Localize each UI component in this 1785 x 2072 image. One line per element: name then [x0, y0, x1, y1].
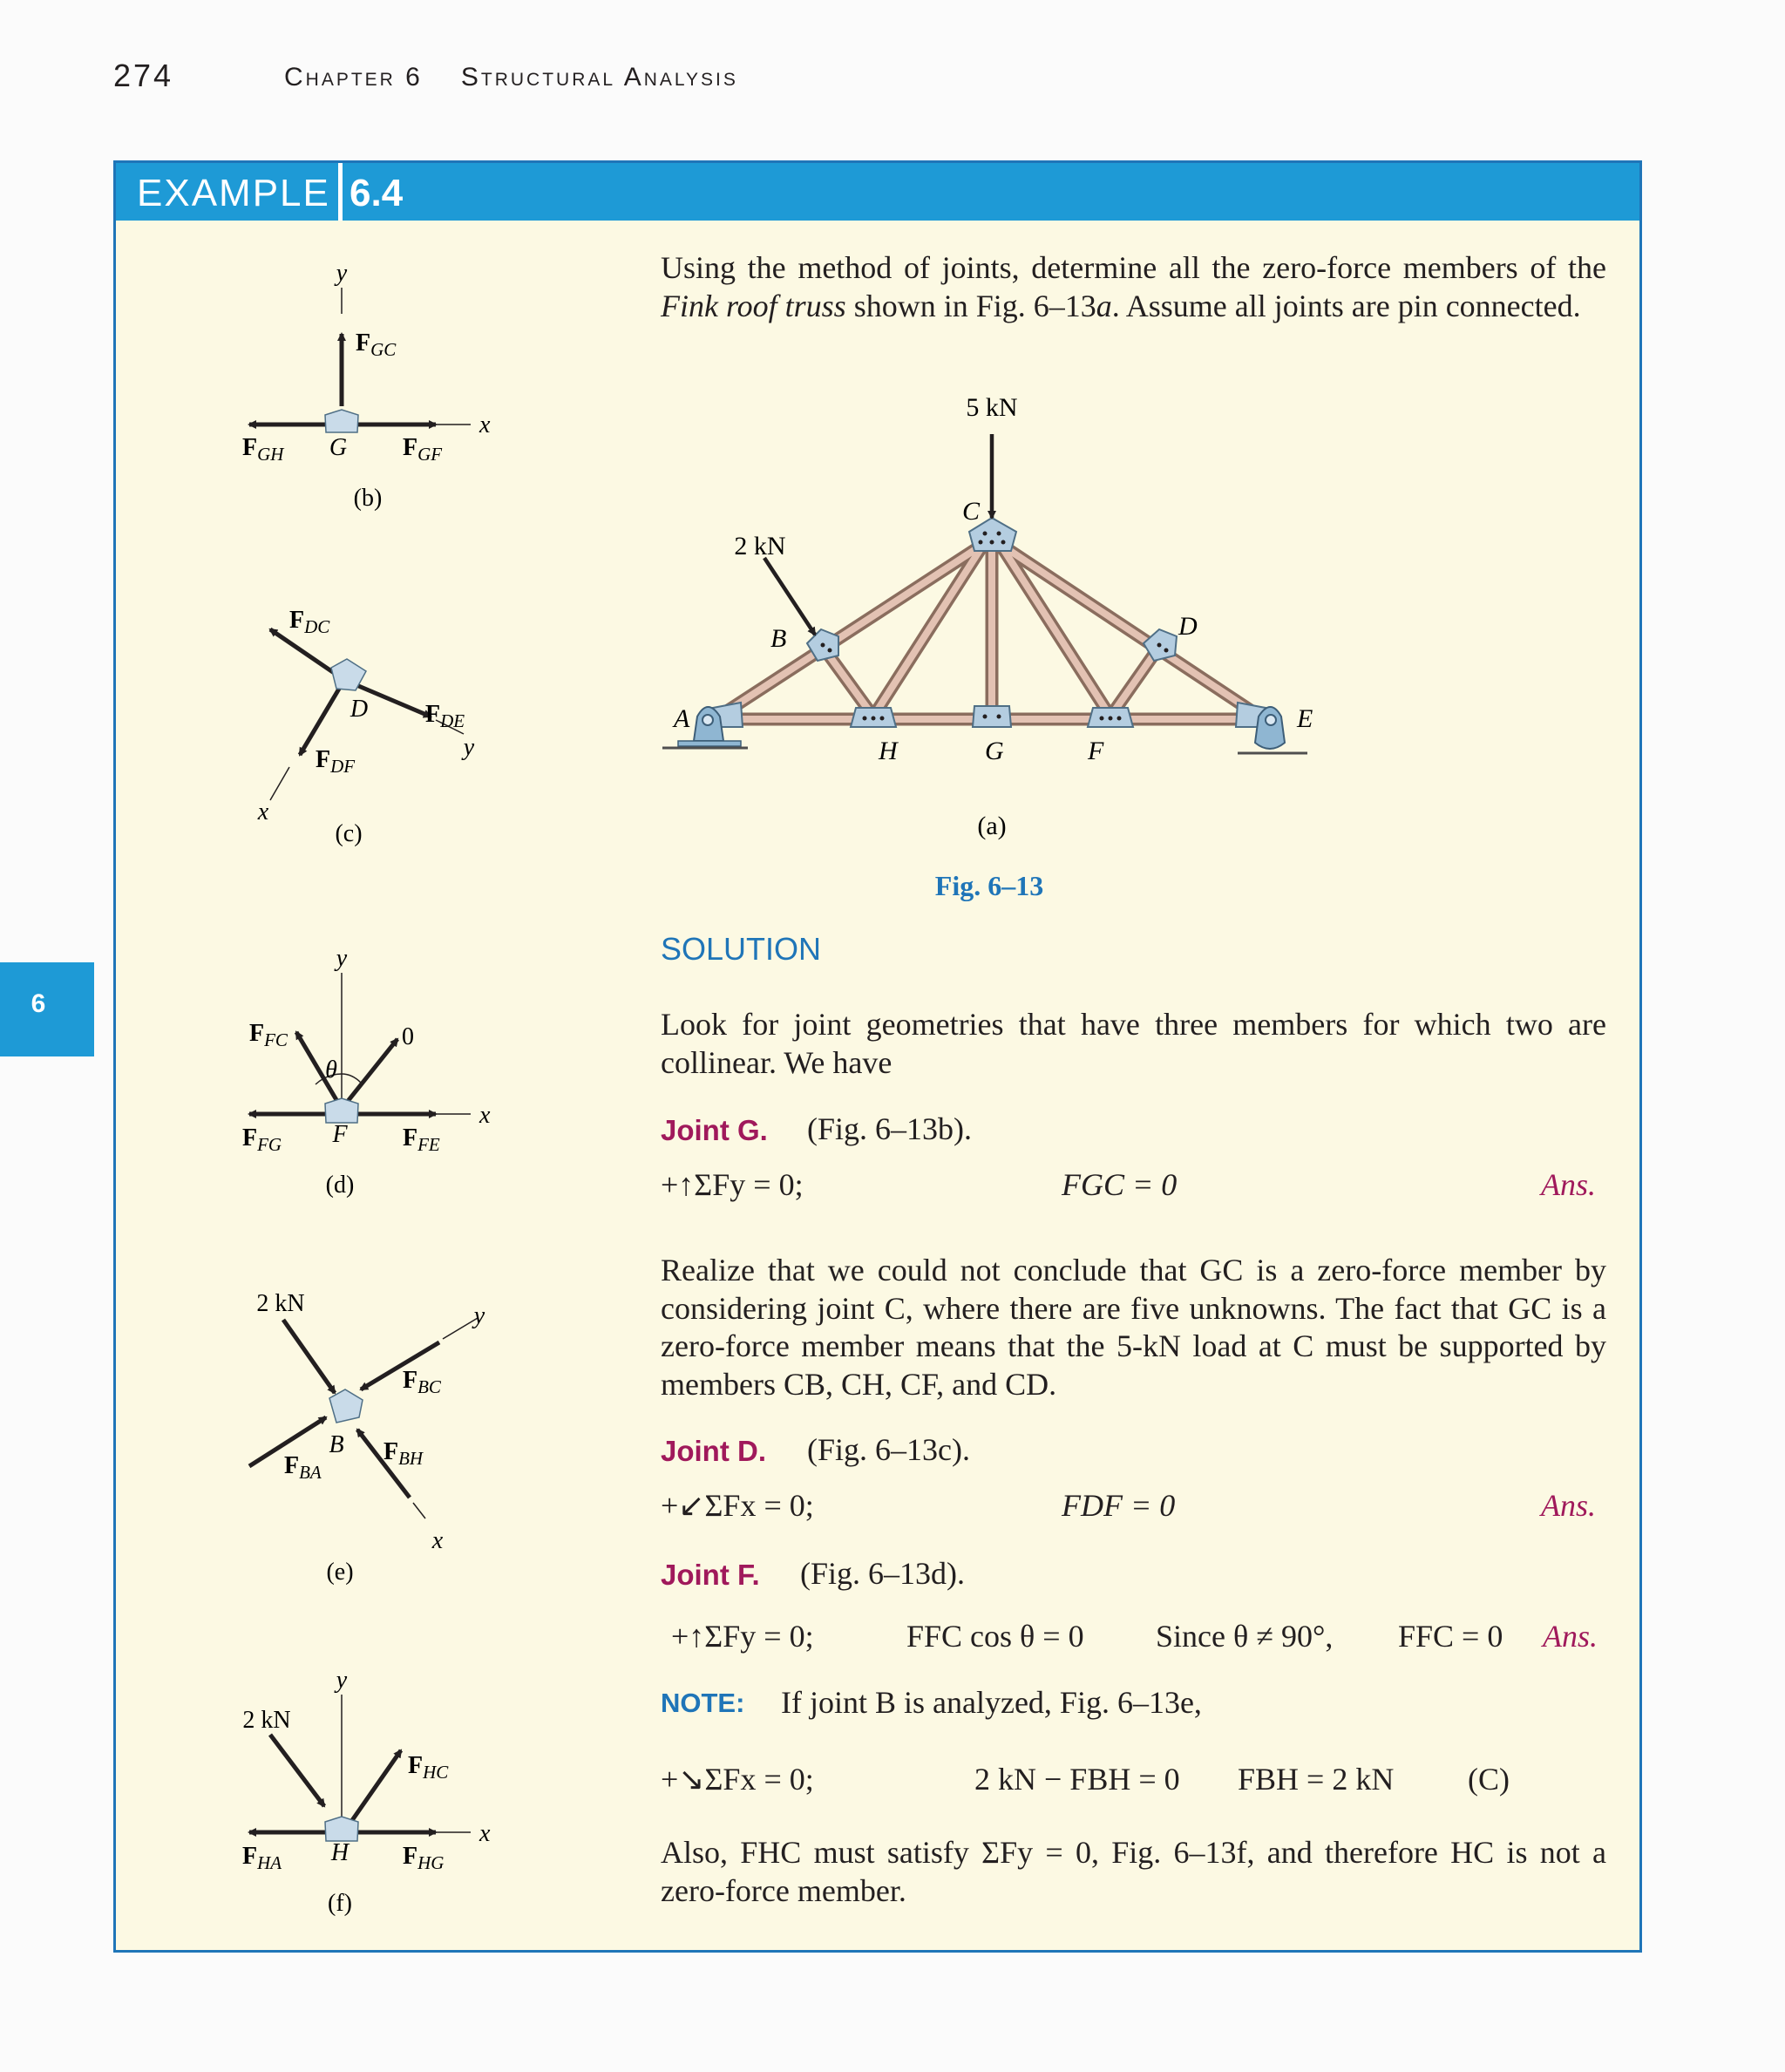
example-divider: [338, 163, 343, 221]
joint-f-ans: Ans.: [1543, 1619, 1598, 1654]
svg-text:(e): (e): [326, 1559, 354, 1586]
svg-text:x: x: [479, 1820, 491, 1847]
chapter-title: Structural Analysis: [460, 63, 738, 92]
example-banner: [116, 163, 1639, 221]
svg-text:FBA: $F_{BA}$: [284, 1452, 322, 1483]
svg-text:y: y: [336, 945, 348, 972]
svg-text:FBH: $F_{BH}$: [383, 1438, 424, 1469]
joint-plate: [325, 1098, 358, 1123]
joint-f-eq-mid: FFC cos θ = 0: [906, 1619, 1084, 1654]
joint-f-eq-rhs: FFC = 0: [1398, 1619, 1503, 1654]
figure-caption: Fig. 6–13: [934, 870, 1044, 901]
joint-f-since: Since θ ≠ 90°,: [1156, 1619, 1334, 1654]
problem-text-2: shown in Fig. 6–13: [845, 288, 1096, 323]
svg-text:FGF: $F_{GF}$: [403, 434, 443, 465]
svg-text:0: 0: [402, 1023, 414, 1050]
joint-d-title: Joint D.: [661, 1435, 766, 1467]
svg-text:G: G: [329, 434, 348, 461]
svg-text:FHC: $F_{HC}$: [408, 1752, 449, 1783]
svg-text:(c): (c): [335, 820, 363, 847]
svg-text:FFE: $F_{FE}$: [403, 1124, 440, 1155]
joint-plate-g: [973, 706, 1011, 727]
note-text: If joint B is analyzed, Fig. 6–13e,: [781, 1685, 1202, 1720]
joint-f-eq-lhs: +↑ΣFy = 0;: [671, 1619, 814, 1654]
svg-text:x: x: [479, 1102, 491, 1129]
realize-paragraph: Realize that we could not conclude that GC is a zero-force member by considering joint C, where there are five unknowns. The fact that GC is a zero-force member means that the 5-kN load at C must be supported by members CB, CH, CF, and CD.: [661, 1253, 1606, 1402]
joint-label-g: G: [985, 737, 1004, 765]
joint-label-f: F: [1088, 737, 1104, 765]
running-head: [284, 63, 738, 92]
joint-d-ans: Ans.: [1541, 1488, 1596, 1523]
joint-label-d: D: [1178, 612, 1198, 641]
figure-a-sublabel: (a): [977, 812, 1007, 840]
svg-text:FBC: $F_{BC}$: [403, 1367, 441, 1397]
svg-text:2 kN: 2 kN: [242, 1707, 291, 1734]
note-eq-lhs: +↘ΣFx = 0;: [661, 1762, 814, 1797]
also-paragraph: Also, FHC must satisfy ΣFy = 0, Fig. 6–13f, and therefore HC is not a zero-force member.: [661, 1835, 1606, 1908]
joint-g-ans: Ans.: [1541, 1167, 1596, 1202]
joint-label-c: C: [962, 497, 981, 526]
svg-text:FDF: $F_{DF}$: [316, 746, 356, 777]
joint-g-eq-rhs: FGC = 0: [1062, 1167, 1178, 1202]
joint-label-h: H: [879, 737, 898, 765]
svg-text:F: F: [332, 1121, 348, 1148]
load-label-b: 2 kN: [734, 532, 786, 560]
note-eq-rhs: FBH = 2 kN: [1238, 1762, 1395, 1797]
svg-text:(f): (f): [328, 1890, 352, 1917]
svg-text:FFG: $F_{FG}$: [242, 1124, 282, 1155]
joint-f-ref: (Fig. 6–13d).: [800, 1556, 965, 1591]
truss-name: Fink roof truss: [661, 288, 846, 323]
joint-label-b: B: [770, 624, 787, 653]
joint-g-eq-lhs: +↑ΣFy = 0;: [661, 1167, 804, 1202]
joint-f-title: Joint F.: [661, 1559, 760, 1591]
note-eq-tag: (C): [1468, 1762, 1510, 1797]
fbd-joint-b: [249, 1290, 485, 1586]
fbd-joint-h: [242, 1667, 491, 1917]
fbd-joint-d: [257, 607, 475, 847]
svg-text:x: x: [257, 798, 269, 825]
fbd-joint-g: [242, 260, 491, 512]
svg-text:FDE: $F_{DE}$: [425, 701, 465, 731]
truss-figure: [654, 384, 1334, 854]
load-arrow-b: [764, 558, 815, 635]
chapter-tab-label: 6: [31, 989, 46, 1018]
problem-text-1: Using the method of joints, determine all the zero-force members of the: [661, 250, 1606, 285]
svg-text:H: H: [330, 1839, 350, 1866]
load-arrow-b: [283, 1320, 335, 1393]
joint-g-ref: (Fig. 6–13b).: [807, 1111, 972, 1146]
problem-statement: [661, 249, 1606, 325]
svg-text:y: y: [336, 1667, 348, 1694]
svg-text:D: D: [350, 696, 369, 723]
joint-d-eq-rhs: FDF = 0: [1062, 1488, 1176, 1523]
joint-label-e: E: [1297, 704, 1313, 733]
fbd-joint-f: [242, 945, 491, 1199]
solution-heading: SOLUTION: [661, 931, 822, 967]
svg-text:x: x: [479, 411, 491, 438]
joint-plate: [325, 410, 358, 432]
example-label: EXAMPLE: [137, 172, 330, 214]
svg-text:FDC: $F_{DC}$: [289, 607, 330, 637]
svg-text:(b): (b): [353, 485, 383, 512]
svg-text:FHG: $F_{HG}$: [403, 1843, 445, 1873]
svg-text:FHA: $F_{HA}$: [242, 1843, 282, 1873]
svg-text:y: y: [463, 734, 475, 761]
joint-g-title: Joint G.: [661, 1114, 768, 1146]
force-arrow-hc: [349, 1750, 401, 1825]
joint-plate: [329, 1389, 363, 1423]
joint-d-ref: (Fig. 6–13c).: [807, 1432, 970, 1467]
svg-text:θ: θ: [325, 1056, 337, 1084]
note-eq-mid: 2 kN − FBH = 0: [974, 1762, 1180, 1797]
svg-text:FFC: $F_{FC}$: [249, 1020, 288, 1050]
force-arrow-zero: [342, 1039, 397, 1109]
svg-text:(d): (d): [325, 1172, 355, 1199]
svg-text:y: y: [336, 260, 348, 287]
page-header: [0, 0, 1785, 131]
free-body-diagrams: [218, 253, 514, 1926]
page-number: 274: [113, 58, 174, 93]
svg-text:x: x: [431, 1527, 444, 1554]
note-label: NOTE:: [661, 1688, 745, 1718]
joint-label-a: A: [674, 704, 690, 733]
solution-intro: Look for joint geometries that have three members for which two are collinear. We have: [661, 1007, 1606, 1080]
svg-text:y: y: [473, 1302, 485, 1329]
problem-text-3: . Assume all joints are pin connected.: [1111, 288, 1581, 323]
example-number: 6.4: [350, 172, 404, 214]
force-arrow-df: [300, 680, 344, 755]
joint-plate: [325, 1817, 358, 1841]
load-arrow-h: [270, 1735, 324, 1806]
chapter-label: Chapter 6: [284, 63, 423, 92]
svg-text:B: B: [329, 1431, 344, 1458]
load-label-c: 5 kN: [966, 393, 1018, 422]
fig-letter: a: [1096, 288, 1112, 323]
svg-text:2 kN: 2 kN: [256, 1290, 305, 1317]
svg-text:FGC: $F_{GC}$: [356, 329, 397, 360]
joint-d-eq-lhs: +↙ΣFx = 0;: [661, 1488, 814, 1523]
svg-text:FGH: $F_{GH}$: [242, 434, 284, 465]
